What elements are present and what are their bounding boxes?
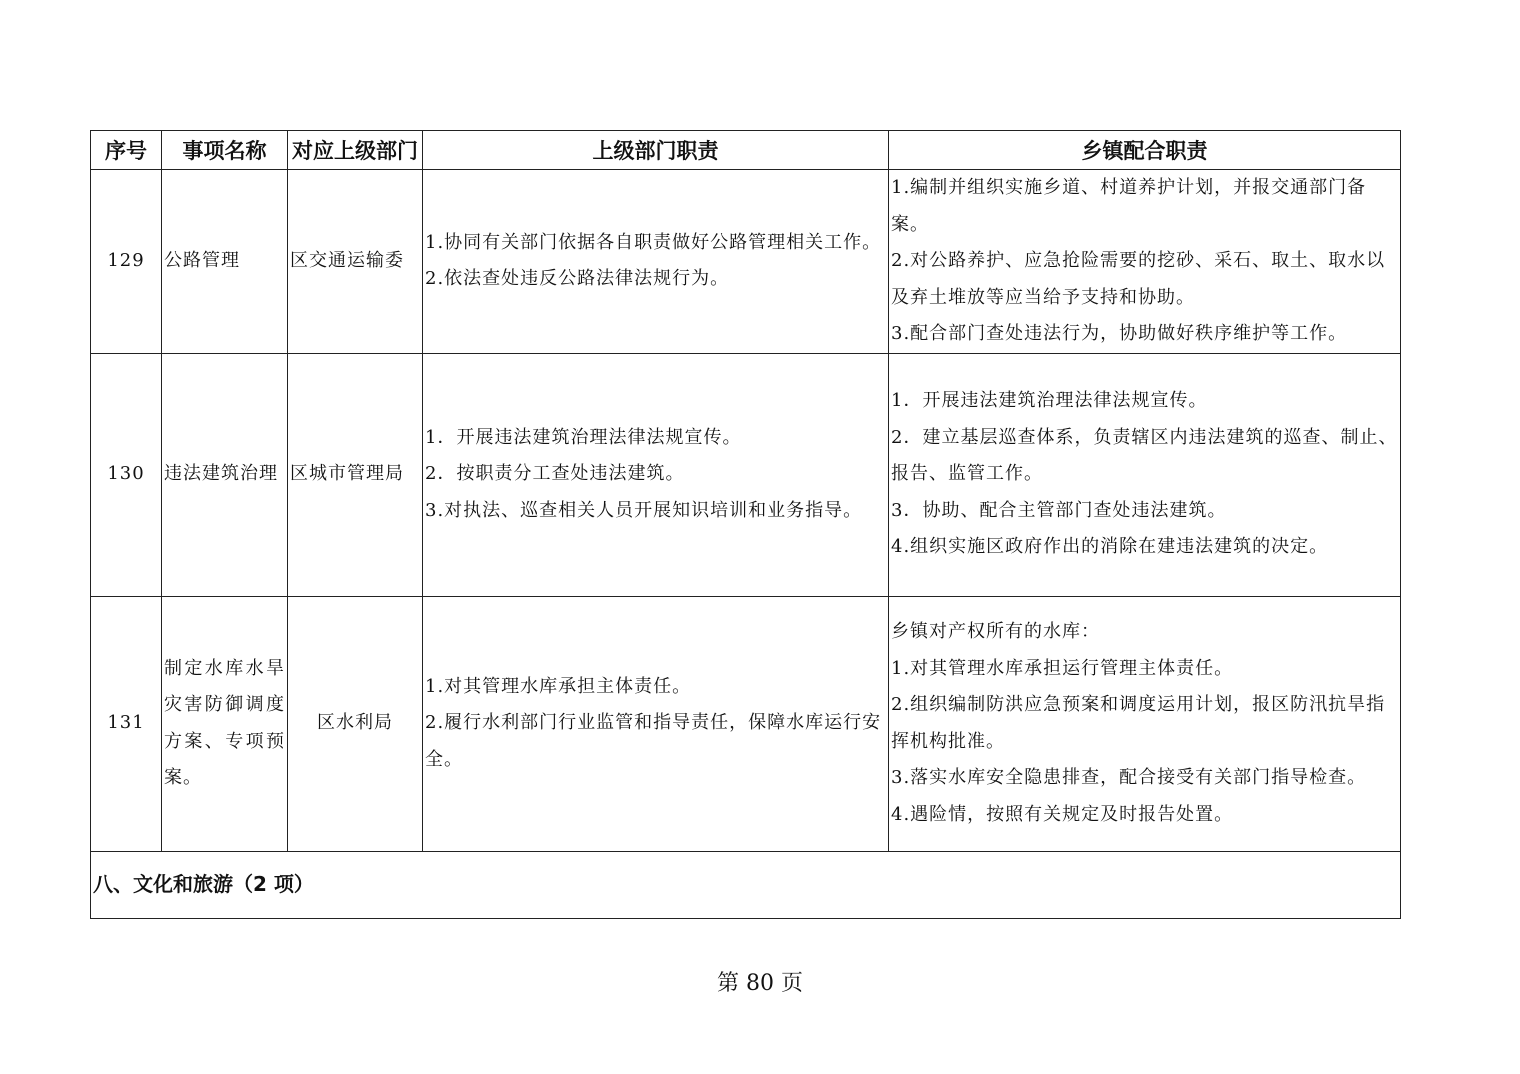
upper-duty-line: 1.对其管理水库承担主体责任。 bbox=[425, 675, 692, 697]
town-duty-line: 2.对公路养护、应急抢险需要的挖砂、采石、取土、取水以及弃土堆放等应当给予支持和协助。 bbox=[891, 250, 1386, 308]
responsibility-table bbox=[90, 130, 1401, 919]
row-town-duties bbox=[889, 596, 1401, 851]
table-row bbox=[91, 596, 1401, 851]
section-row bbox=[91, 851, 1401, 918]
town-duty-line: 4.组织实施区政府作出的消除在建违法建筑的决定。 bbox=[891, 536, 1329, 558]
town-duty-line: 4.遇险情，按照有关规定及时报告处置。 bbox=[891, 803, 1234, 825]
row-upper-duties bbox=[423, 170, 889, 354]
town-duty-line: 3.配合部门查处违法行为，协助做好秩序维护等工作。 bbox=[891, 323, 1348, 344]
upper-duty-line: 3.对执法、巡查相关人员开展知识培训和业务指导。 bbox=[425, 499, 863, 521]
table-row bbox=[91, 353, 1401, 596]
row-item-name: 违法建筑治理 bbox=[162, 353, 288, 596]
town-duty-line: 1．开展违法建筑治理法律法规宣传。 bbox=[891, 390, 1208, 412]
row-town-duties bbox=[889, 170, 1401, 354]
town-duty-line: 2．建立基层巡查体系，负责辖区内违法建筑的巡查、制止、报告、监管工作。 bbox=[891, 426, 1398, 485]
town-duty-line: 2.组织编制防洪应急预案和调度运用计划，报区防汛抗旱指挥机构批准。 bbox=[891, 694, 1386, 752]
row-item-name: 公路管理 bbox=[162, 170, 288, 354]
row-serial: 130 bbox=[91, 353, 162, 596]
town-duty-line: 1.对其管理水库承担运行管理主体责任。 bbox=[891, 657, 1234, 679]
header-item-name: 事项名称 bbox=[162, 131, 288, 170]
row-serial: 131 bbox=[91, 596, 162, 851]
row-upper-dept: 区水利局 bbox=[288, 596, 423, 851]
header-serial: 序号 bbox=[91, 131, 162, 170]
town-duty-line: 1.编制并组织实施乡道、村道养护计划，并报交通部门备案。 bbox=[891, 177, 1367, 235]
upper-duty-line: 1.协同有关部门依据各自职责做好公路管理相关工作。 bbox=[425, 231, 882, 253]
page-number: 第 80 页 bbox=[717, 971, 803, 996]
header-town-duties: 乡镇配合职责 bbox=[889, 131, 1401, 170]
row-upper-dept: 区交通运输委 bbox=[288, 170, 423, 354]
section-heading: 八、文化和旅游（2 项） bbox=[91, 851, 1401, 918]
upper-duty-line: 2.依法查处违反公路法律法规行为。 bbox=[425, 268, 730, 290]
row-town-duties bbox=[889, 353, 1401, 596]
town-duty-line: 3.落实水库安全隐患排查，配合接受有关部门指导检查。 bbox=[891, 767, 1367, 788]
table-header-row bbox=[91, 131, 1401, 170]
header-upper-duties: 上级部门职责 bbox=[423, 131, 889, 170]
upper-duty-line: 2．按职责分工查处违法建筑。 bbox=[425, 463, 685, 485]
row-upper-duties bbox=[423, 353, 889, 596]
town-duty-line: 3．协助、配合主管部门查处违法建筑。 bbox=[891, 499, 1227, 521]
table-row bbox=[91, 170, 1401, 354]
row-upper-duties bbox=[423, 596, 889, 851]
town-duty-line: 乡镇对产权所有的水库： bbox=[891, 621, 1100, 642]
row-item-name: 制定水库水旱灾害防御调度方案、专项预案。 bbox=[162, 596, 288, 851]
upper-duty-line: 2.履行水利部门行业监管和指导责任，保障水库运行安全。 bbox=[425, 712, 882, 770]
header-upper-dept: 对应上级部门 bbox=[288, 131, 423, 170]
upper-duty-line: 1．开展违法建筑治理法律法规宣传。 bbox=[425, 426, 742, 448]
row-upper-dept: 区城市管理局 bbox=[288, 353, 423, 596]
row-serial: 129 bbox=[91, 170, 162, 354]
